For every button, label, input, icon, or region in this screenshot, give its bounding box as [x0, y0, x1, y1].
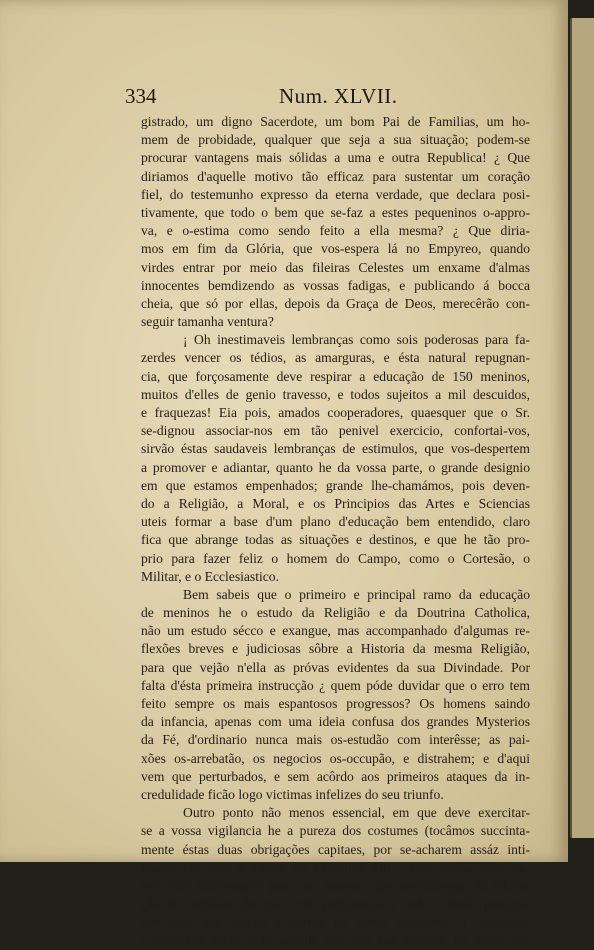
text-line: mem de probidade, qualquer que seja a sua situação; podem-se [141, 132, 530, 148]
text-line: em que estamos empenhados; grande lhe-chamámos, pois deven- [141, 477, 530, 493]
text-line: madas em todo o Corpo do Estatuto) Ah! ¿ Que cousa póde ha- [141, 859, 530, 875]
text-line: ver mais interessante para um homem que se-encarrega da educa- [141, 877, 530, 893]
text-line: innocentes bemdizendo as vossas fadigas, e publicando á bocca [141, 277, 530, 293]
adjacent-page-edge [570, 18, 594, 838]
text-line: credulidade ficão logo victimas infelizes do seu triunfo. [141, 786, 444, 802]
text-line: xões os-arrebatão, os negocios os-occupão, e distrahem; e d'aqui [141, 750, 530, 766]
page-number: 334 [125, 84, 157, 108]
text-line: procurar vantagens mais sólidas a uma e outra Republica! ¿ Que [141, 150, 530, 166]
text-line: Militar, e o Ecclesiastico. [141, 568, 279, 584]
text-line: de meninos he o estudo da Religião e da Doutrina Catholica, [141, 605, 530, 621]
text-line: diriamos d'aquelle motivo tão efficaz para sustentar um coração [141, 168, 530, 184]
text-line: prio para fazer feliz o homem do Campo, como o Cortesão, o [141, 550, 530, 566]
text-line: flexões breves e judiciosas sôbre a Historia da mesma Religião, [141, 641, 530, 657]
text-line: falta d'ésta primeira instrucção ¿ quem póde duvidar que o erro tem [141, 677, 530, 693]
text-line: da infancia, apenas com uma ideia confusa dos grandes Mysterios [141, 714, 530, 730]
running-title: Num. XLVII. [279, 84, 398, 108]
text-line: fiel, do testemunho expresso da eterna verdade, que declara posi- [141, 186, 530, 202]
text-line: a promover e adiantar, quanto he da vossa parte, o grande designio [141, 459, 530, 475]
page-header [125, 84, 545, 112]
text-line: ¡ Desgraça sôbre todo aquelle que por sua malicia, ou ainda por [141, 932, 530, 948]
text-line: cheia, que só por ellas, depois da Graça de Deos, merecêrão con- [141, 295, 530, 311]
text-line: para que vejão n'ella as próvas evidentes da sua Divindade. Por [141, 659, 530, 675]
text-line: gistrado, um digno Sacerdote, um bom Pai de Familias, um ho- [141, 114, 530, 129]
text-line: do a Religião, a Moral, e os Principios das Artes e Sciencias [141, 495, 530, 511]
text-line: seguir tamanha ventura? [141, 314, 274, 330]
text-line: cia, que forçosamente deve respirar a educação de 150 meninos, [141, 368, 530, 384]
text-line: que elles não percão a pureza do Santo Baptismo? ¡ Desgraça! [141, 914, 530, 930]
text-line: uteis formar a base d'um plano d'educação bem entendido, claro [141, 514, 530, 530]
text-line: mos em fim da Glória, que vos-espera lá no Empyreo, quando [141, 241, 530, 257]
text-line: muitos d'elles de genio travesso, e todos sujeitos a mil descuidos, [141, 386, 530, 402]
text-line: da Fé, d'ordinario nunca mais os-estudão com interêsse; as pai- [141, 732, 530, 748]
text-line: não um estudo sécco e exangue, mas accompanhado d'algumas re- [141, 623, 530, 639]
text-line: feito sempre os mais espantosos progressos? Os homens saindo [141, 696, 530, 711]
text-line: Bem sabeis que o primeiro e principal ramo da educação [183, 586, 530, 602]
text-line: se-dignou associar-nos em tão penivel exercicio, confortai-vos, [141, 423, 530, 439]
text-line: fica que abrange todas as situações e destinos, e que he tão pro- [141, 532, 530, 548]
body-text [141, 113, 530, 950]
text-line: Outro ponto não menos essencial, em que deve exercitar- [183, 805, 530, 821]
text-line: e fraquezas! Eia pois, amados cooperadores, quaesquer que o Sr. [141, 405, 530, 420]
text-line: se a vossa vigilancia he a pureza dos costumes (tocâmos succinta- [141, 823, 530, 839]
text-line: zerdes vencer os tédios, as amarguras, e ésta natural repugnan- [141, 350, 530, 366]
text-line: virdes entrar por meio das fileiras Celestes um enxame d'almas [141, 259, 530, 275]
text-line: va, e o-estima como sendo feito a ella mesma? ¿ Que diria- [141, 223, 530, 239]
text-line: ¡ Oh inestimaveis lembranças como sois poderosas para fa- [183, 332, 530, 348]
text-line: tivamente, que todo o bem que se-faz a estes pequeninos o-appro- [141, 204, 530, 220]
text-line: vem que perturbados, e sem acôrdo aos primeiros ataques da in- [141, 768, 530, 784]
text-line: mente éstas duas obrigações capitaes, por se-acharem assáz inti- [141, 841, 530, 857]
text-line: sirvão éstas saudaveis lembranças de estimulos, que vos-despertem [141, 441, 530, 457]
text-line: ção de meninos, do que, com preferencia a tudo o mais, procurar [141, 896, 530, 912]
